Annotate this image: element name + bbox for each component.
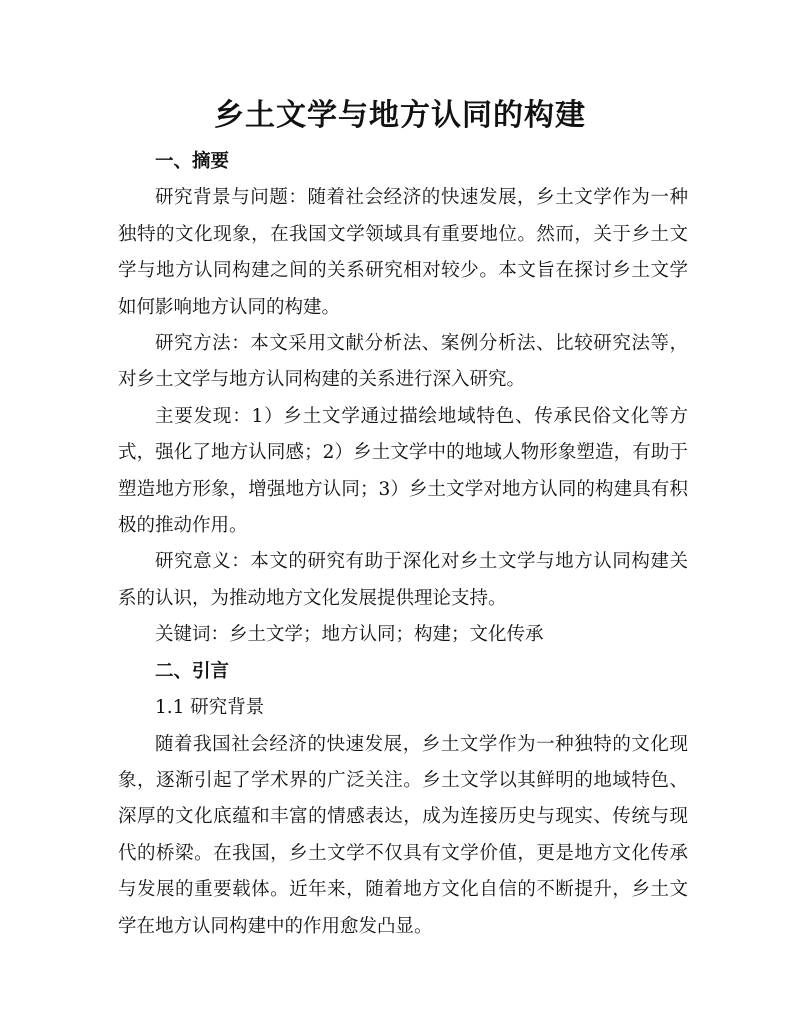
document-title: 乡土文学与地方认同的构建 bbox=[214, 98, 586, 133]
abstract-keywords: 关键词：乡土文学；地方认同；构建；文化传承 bbox=[155, 624, 544, 646]
subsection-heading-research-background: 1.1 研究背景 bbox=[155, 697, 265, 719]
abstract-findings-paragraph: 主要发现：1）乡土文学通过描绘地域特色、传承民俗文化等方式，强化了地方认同感；2）乡土文学中的地域人物形象塑造，有助于塑造地方形象，增强地方认同；3）乡土文学对地方认同的构建具有积极的推动作用。 bbox=[118, 405, 688, 537]
abstract-significance-paragraph: 研究意义：本文的研究有助于深化对乡土文学与地方认同构建关系的认识，为推动地方文化发展提供理论支持。 bbox=[118, 551, 688, 609]
section-heading-abstract: 一、摘要 bbox=[155, 151, 230, 172]
section-heading-introduction: 二、引言 bbox=[155, 660, 230, 682]
document-body bbox=[118, 144, 688, 945]
introduction-paragraph: 随着我国社会经济的快速发展，乡土文学作为一种独特的文化现象，逐渐引起了学术界的广泛关注。乡土文学以其鲜明的地域特色、深厚的文化底蕴和丰富的情感表达，成为连接历史与现实、传统与现代的桥梁。在我国，乡土文学不仅具有文学价值，更是地方文化传承与发展的重要载体。近年来，随着地方文化自信的不断提升，乡土文学在地方认同构建中的作用愈发凸显。 bbox=[118, 733, 688, 937]
abstract-methods-paragraph: 研究方法：本文采用文献分析法、案例分析法、比较研究法等，对乡土文学与地方认同构建的关系进行深入研究。 bbox=[118, 333, 688, 391]
abstract-background-paragraph: 研究背景与问题：随着社会经济的快速发展，乡土文学作为一种独特的文化现象，在我国文学领域具有重要地位。然而，关于乡土文学与地方认同构建之间的关系研究相对较少。本文旨在探讨乡土文学如何影响地方认同的构建。 bbox=[118, 187, 688, 318]
